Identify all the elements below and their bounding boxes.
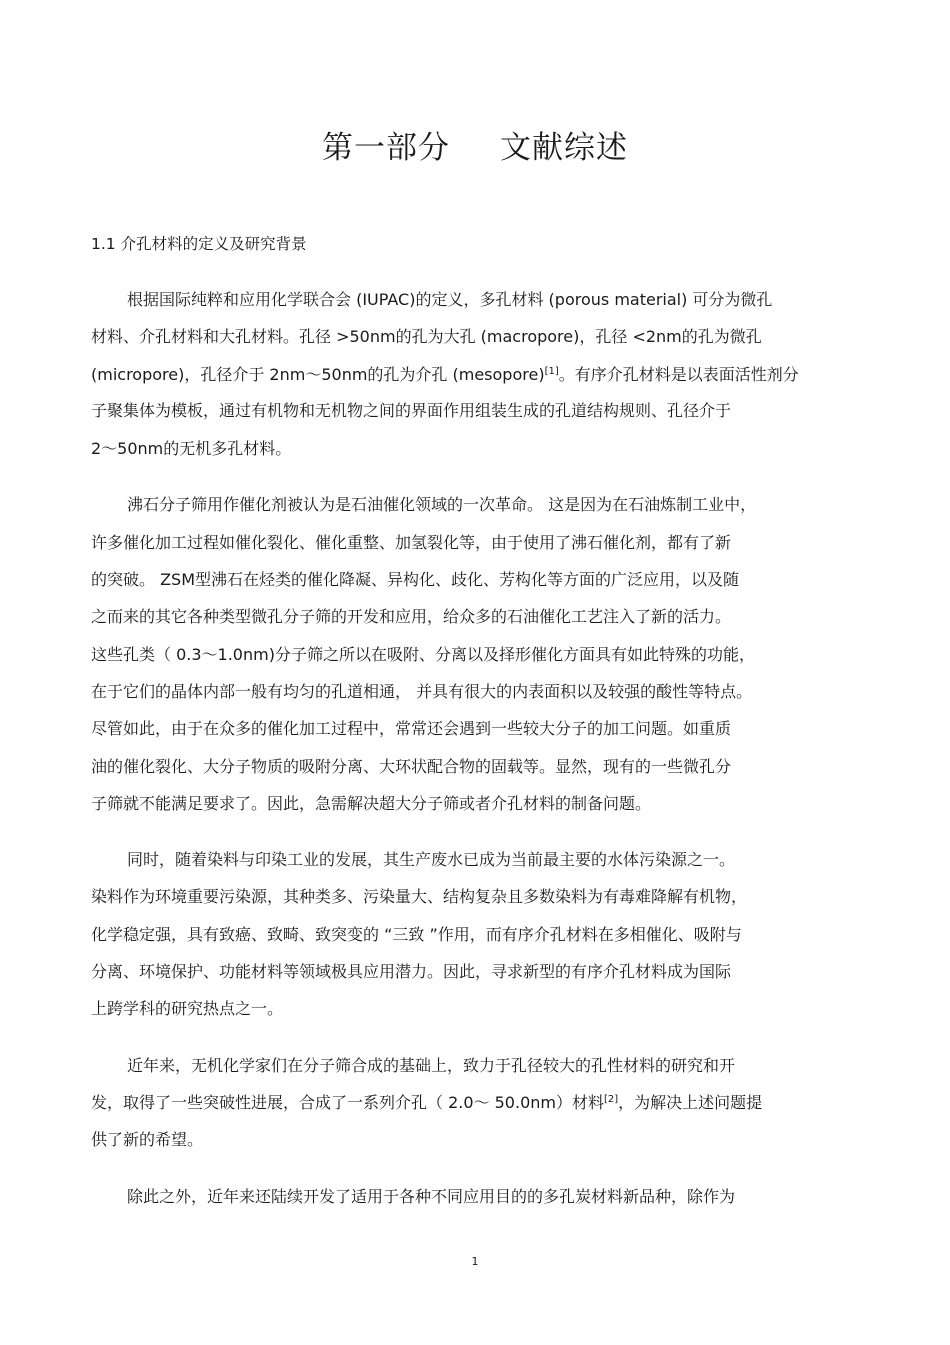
paragraph-line: 2～50nm的无机多孔材料。 [91, 439, 292, 458]
page-number: 1 [471, 1255, 479, 1268]
line-text: (micropore)，孔径介于 2nm～50nm的孔为介孔 (mesopore) [91, 365, 545, 384]
paragraph-line: 分离、环境保护、功能材料等领域极具应用潜力。因此，寻求新型的有序介孔材料成为国际 [91, 962, 732, 981]
citation-ref: [1] [544, 366, 559, 377]
paragraph-line: 子聚集体为模板，通过有机物和无机物之间的界面作用组装生成的孔道结构规则、孔径介于 [91, 401, 732, 420]
paragraph-line: 的突破。 ZSM型沸石在烃类的催化降凝、异构化、歧化、芳构化等方面的广泛应用，以及随 [91, 570, 740, 589]
citation-ref: [2] [603, 1094, 619, 1105]
paragraph-line [91, 1092, 762, 1114]
line-text: 发，取得了一些突破性进展，合成了一系列介孔（ 2.0～ 50.0nm）材料 [91, 1093, 604, 1112]
paragraph-line: 沸石分子筛用作催化剂被认为是石油催化领域的一次革命。 这是因为在石油炼制工业中， [127, 495, 757, 514]
paragraph-line: 尽管如此，由于在众多的催化加工过程中，常常还会遇到一些较大分子的加工问题。如重质 [91, 719, 732, 738]
page-title [0, 122, 950, 167]
paragraph-line: 这些孔类（ 0.3～1.0nm)分子筛之所以在吸附、分离以及择形催化方面具有如此特殊的功能， [91, 645, 755, 664]
section-heading: 1.1 介孔材料的定义及研究背景 [91, 235, 307, 253]
paragraph-line [91, 364, 799, 386]
paragraph-line: 化学稳定强，具有致癌、致畸、致突变的 “三致 ”作用，而有序介孔材料在多相催化、吸附与 [91, 925, 742, 944]
paragraph-line: 根据国际纯粹和应用化学联合会 (IUPAC)的定义，多孔材料 (porous material) 可分为微孔 [127, 290, 773, 309]
title-name: 文献综述 [500, 130, 628, 166]
line-tail: 。有序介孔材料是以表面活性剂分 [558, 365, 799, 384]
line-tail: ，为解决上述问题提 [618, 1093, 763, 1112]
paragraph-line: 近年来，无机化学家们在分子筛合成的基础上，致力于孔径较大的孔性材料的研究和开 [127, 1056, 736, 1075]
paragraph-line: 除此之外，近年来还陆续开发了适用于各种不同应用目的的多孔炭材料新品种，除作为 [127, 1187, 736, 1206]
paragraph-line: 许多催化加工过程如催化裂化、催化重整、加氢裂化等，由于使用了沸石催化剂，都有了新 [91, 533, 732, 552]
paragraph-line: 油的催化裂化、大分子物质的吸附分离、大环状配合物的固载等。显然，现有的一些微孔分 [91, 757, 732, 776]
paragraph-line: 染料作为环境重要污染源，其种类多、污染量大、结构复杂且多数染料为有毒难降解有机物， [91, 887, 748, 906]
paragraph-line: 同时，随着染料与印染工业的发展，其生产废水已成为当前最主要的水体污染源之一。 [127, 850, 736, 869]
paragraph-line: 之而来的其它各种类型微孔分子筛的开发和应用，给众多的石油催化工艺注入了新的活力。 [91, 607, 732, 626]
paragraph-line: 供了新的希望。 [91, 1130, 204, 1149]
paragraph-line: 材料、介孔材料和大孔材料。孔径 >50nm的孔为大孔 (macropore)，孔径 <2nm的孔为微孔 [91, 327, 762, 346]
title-part: 第一部分 [322, 130, 450, 166]
paragraph-line: 在于它们的晶体内部一般有均匀的孔道相通， 并具有很大的内表面积以及较强的酸性等特点。 [91, 682, 753, 701]
paragraph-line: 子筛就不能满足要求了。因此，急需解决超大分子筛或者介孔材料的制备问题。 [91, 794, 652, 813]
paragraph-line: 上跨学科的研究热点之一。 [91, 999, 284, 1018]
